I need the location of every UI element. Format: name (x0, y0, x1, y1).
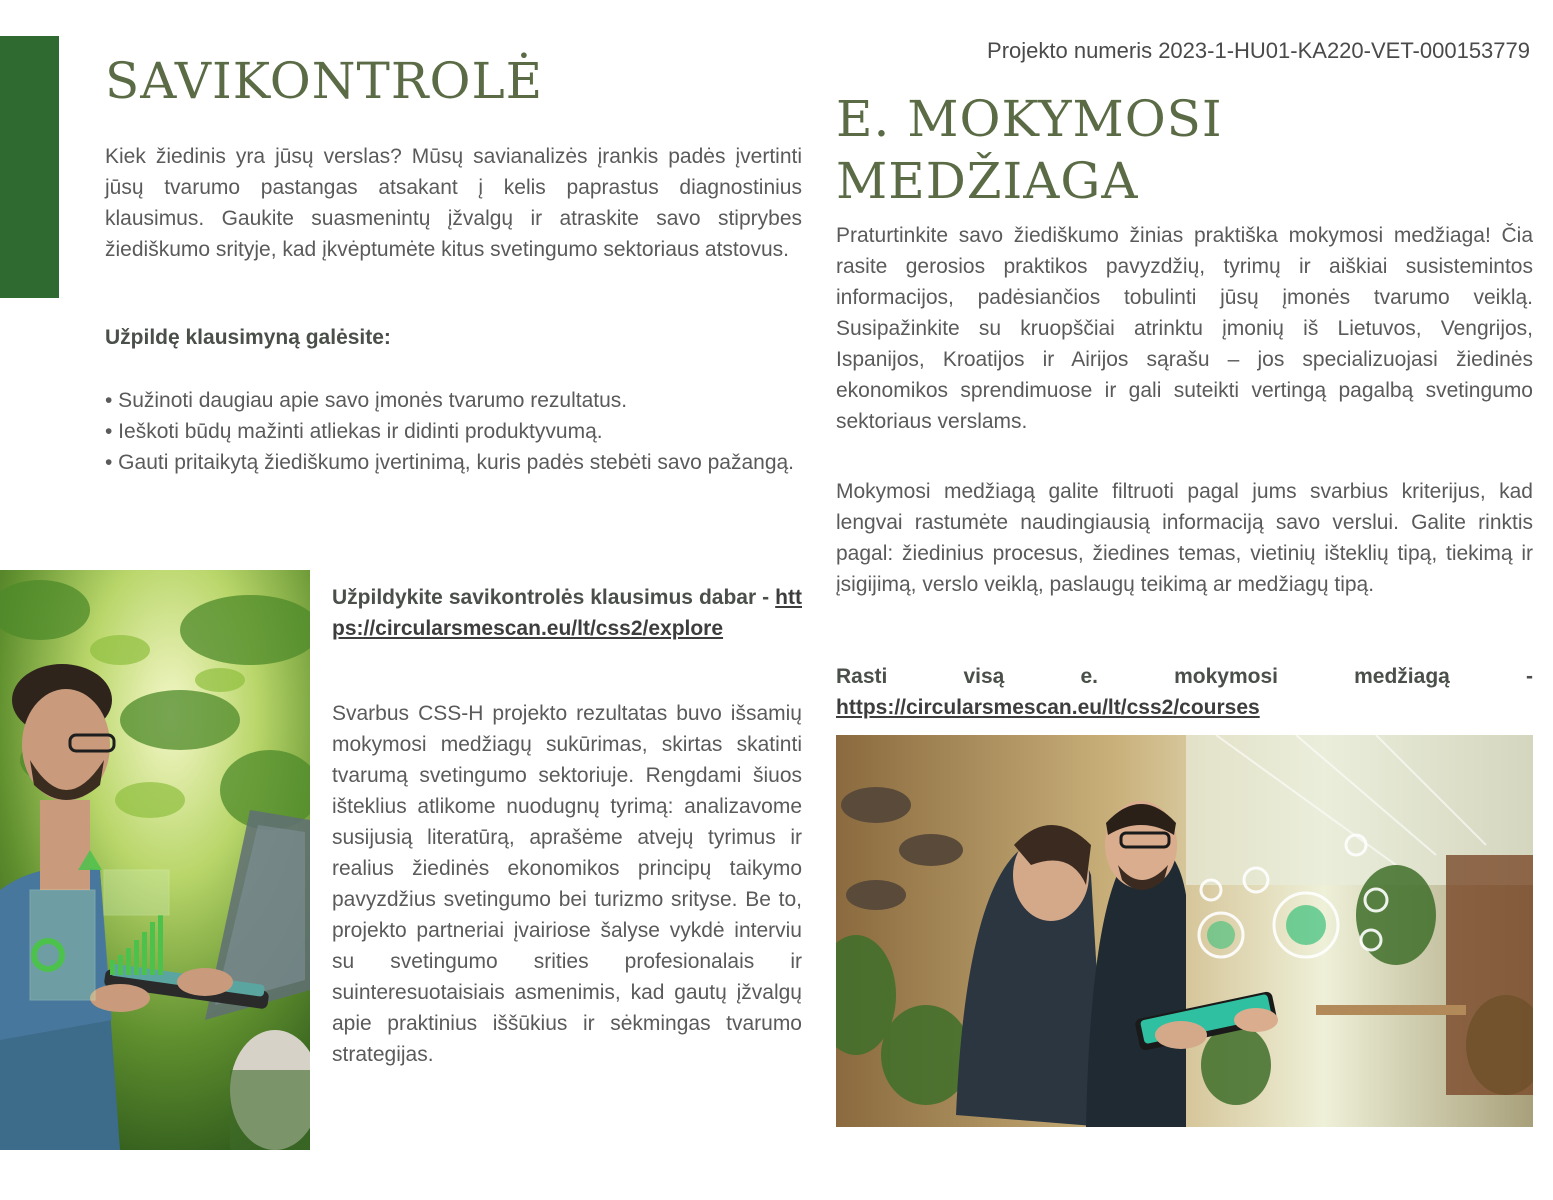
self-assessment-link[interactable]: https://circularsmescan.eu/lt/css2/explore (332, 586, 802, 640)
list-item: • Ieškoti būdų mažinti atliekas ir didinti produktyvumą. (105, 420, 603, 443)
cta-word: Rasti (836, 665, 888, 688)
self-assessment-cta (332, 582, 802, 644)
self-assessment-intro: Kiek žiedinis yra jūsų verslas? Mūsų savianalizės įrankis padės įvertinti jūsų tvarumo pastangas atsakant į kelis paprastus diagnostinius klausimus. Gaukite suasmenintų įžvalgų ir atraskite savo stiprybes žiediškumo srityje, kad įkvėptumėte kitus svetingumo sektoriaus atstovus. (105, 145, 802, 261)
list-item: • Sužinoti daugiau apie savo įmonės tvarumo rezultatus. (105, 389, 628, 412)
project-result-body: Svarbus CSS-H projekto rezultatas buvo išsamių mokymosi medžiagų sukūrimas, skirtas skatinti tvarumą svetingumo sektoriuje. Rengdami šiuos išteklius atlikome nuodugnų tyrimą: analizavome susijusią literatūrą, aprašėme atvejų tyrimus ir realius žiedinės ekonomikos principų taikymo pavyzdžius svetingumo bei turizmo srityse. Be to, projekto partneriai įvairiose šalyse vykdė interviu su svetingumo srities profesionalais ir suinteresuotaisiais asmenimis, kad gautų įžvalgų apie praktinius iššūkius ir sėkmingas tvarumo strategijas. (332, 702, 802, 1066)
elearning-courses-link[interactable]: https://circularsmescan.eu/lt/css2/courses (836, 696, 1260, 719)
cta-word: e. (1080, 665, 1098, 688)
project-number: Projekto numeris 2023-1-HU01-KA220-VET-000153779 (987, 38, 1530, 63)
photo-two-people-with-tablet (836, 735, 1533, 1127)
elearning-filter-text: Mokymosi medžiagą galite filtruoti pagal jums svarbius kriterijus, kad lengvai rastumėte naudingiausią informaciją savo verslui. Galite rinktis pagal: žiedinius procesus, žiedines temas, vietinių išteklių tipą, tiekimą ir įsigijimą, verslo veiklą, paslaugų teikimą ar medžiagų tipą. (836, 480, 1533, 596)
section-title-elearning: E. MOKYMOSI MEDŽIAGA (836, 90, 1223, 210)
benefits-list (105, 385, 802, 478)
cta-word: medžiagą (1354, 665, 1450, 688)
section-title-self-assessment: SAVIKONTROLĖ (105, 52, 544, 110)
cta-word: visą (963, 665, 1005, 688)
self-assessment-cta-text: Užpildykite savikontrolės klausimus dabar - (332, 586, 770, 609)
cta-word: mokymosi (1174, 665, 1278, 688)
elearning-cta (836, 661, 1533, 723)
elearning-intro: Praturtinkite savo žiediškumo žinias praktiška mokymosi medžiaga! Čia rasite gerosios praktikos pavyzdžių, tyrimų ir aiškiai susistemintos informacijos, padėsiančios tobulinti jūsų įmonės tvarumo veiklą. Susipažinkite su kruopščiai atrinktu įmonių iš Lietuvos, Vengrijos, Ispanijos, Kroatijos ir Airijos sąrašu – jos specializuojasi žiedinės ekonomikos sprendimuose ir gali suteikti vertingą pagalbą svetingumo sektoriaus verslams. (836, 224, 1533, 433)
questionnaire-subheading: Užpildę klausimyną galėsite: (105, 326, 391, 349)
list-item: • Gauti pritaikytą žiediškumo įvertinimą, kuris padės stebėti savo pažangą. (105, 451, 795, 474)
green-accent-bar (0, 36, 59, 298)
cta-word: - (1525, 665, 1533, 688)
photo-man-with-tablet (0, 570, 310, 1150)
